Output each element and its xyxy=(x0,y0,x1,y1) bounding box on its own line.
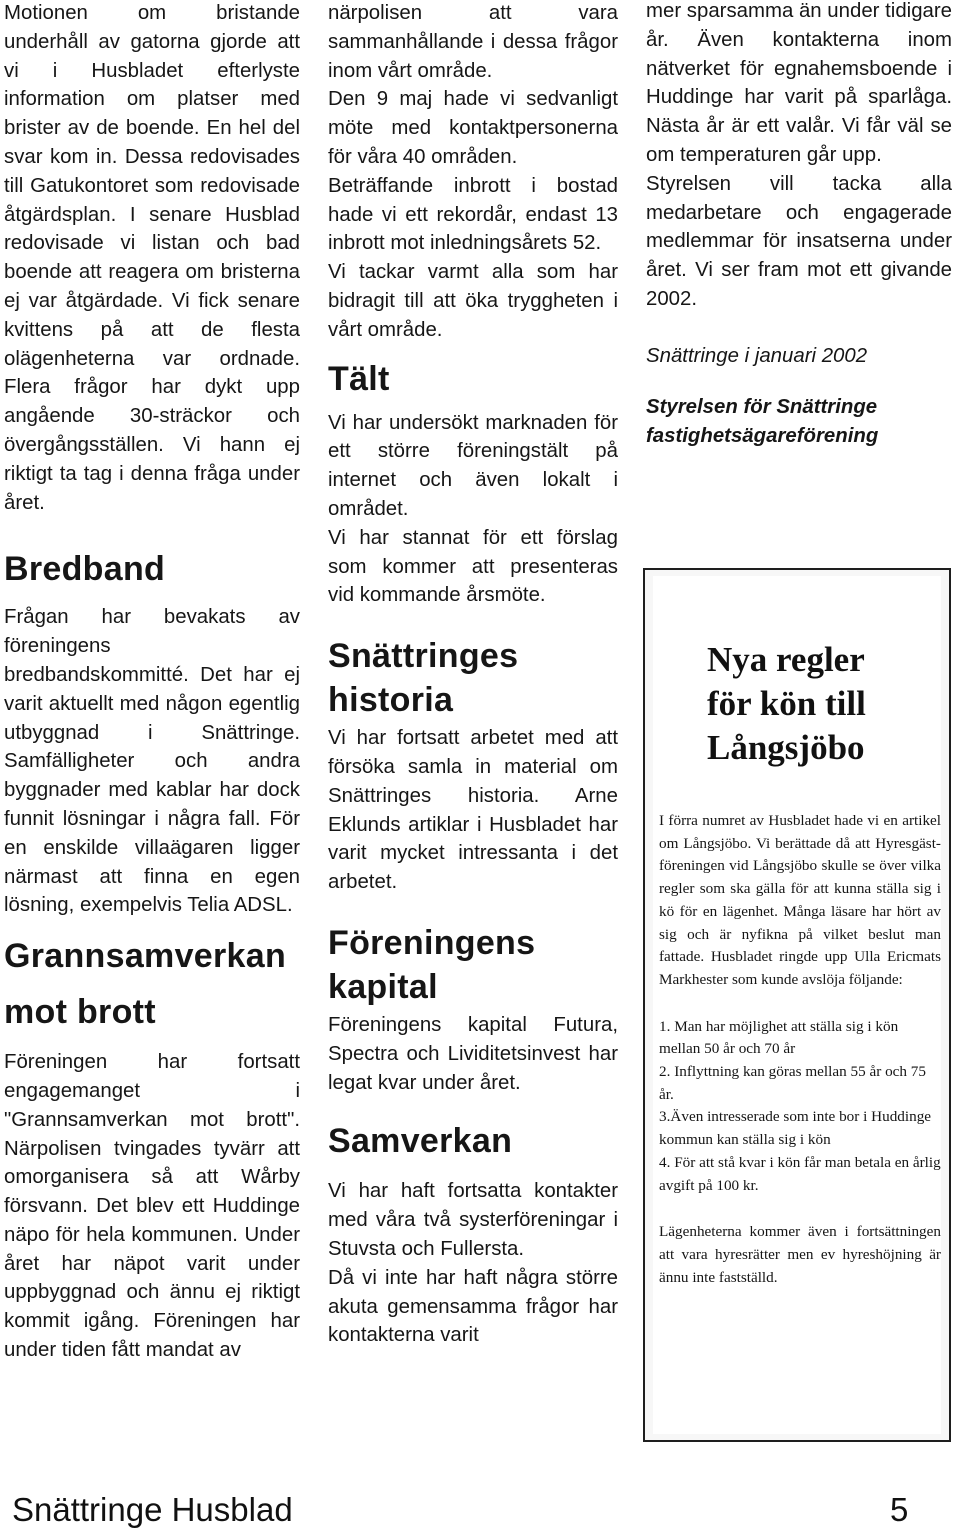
page-number: 5 xyxy=(890,1491,909,1528)
column-3 xyxy=(646,0,952,451)
continuation-paragraph: mer sparsamma än under tidigare år. Även kontakterna inom nätverket för egnahemsboende i Huddinge har varit på sparlåga. Nästa år är ett valår. Vi får väl se om temperaturen går upp. xyxy=(646,0,952,166)
place-date: Snättringe i januari 2002 xyxy=(646,344,868,367)
meeting-paragraph: Den 9 maj hade vi sedvanligt möte med kontaktpersonerna för våra 40 områden. xyxy=(328,88,618,168)
clipping-rule: 4. För att stå kvar i kön får man betala en årlig avgift på 100 kr. xyxy=(659,1153,941,1194)
newspaper-clipping xyxy=(643,568,951,1442)
grannsamverkan-heading: Grannsamverkan xyxy=(4,937,287,976)
historia-paragraph: Vi har fortsatt arbetet med att försöka samla in material om Snättringes historia. Arne Eklunds artiklar i Husbladet har varit mycket intressanta i det arbetet. xyxy=(328,727,618,894)
historia-heading: Snättringes xyxy=(328,637,519,676)
signer-line-1: Styrelsen för Snättringe xyxy=(646,395,878,418)
kapital-heading: Föreningens xyxy=(328,923,536,962)
clipping-headline-line-2: för kön till xyxy=(707,684,866,723)
clipping-rule: 3.Även intresserade som inte bor i Huddinge kommun kan ställa sig i kön xyxy=(659,1108,932,1149)
samverkan-paragraph-2: Då vi inte har haft några större akuta gemensamma frågor har kontakterna varit xyxy=(328,1266,618,1347)
clipping-rule: 2. Inflyttning kan göras mellan 55 år och 75 år. xyxy=(659,1063,926,1103)
talt-heading: Tält xyxy=(328,359,390,398)
clipping-paper xyxy=(653,576,941,1434)
continuation-paragraph: närpolisen att vara sammanhållande i dessa frågor inom vårt område. xyxy=(328,2,618,82)
publication-title: Snättringe Husblad xyxy=(12,1491,293,1528)
talt-paragraph-2: Vi har stannat för ett förslag som kommer att presenteras vid kommande årsmöte. xyxy=(328,526,618,607)
clipping-body xyxy=(659,810,941,1289)
signer-line-2: fastighetsägareförening xyxy=(646,424,879,447)
burglary-paragraph: Beträffande inbrott i bostad hade vi ett rekordår, endast 13 inbrott mot inledningsårets 52. xyxy=(328,174,618,255)
kapital-heading-line2: kapital xyxy=(328,967,438,1006)
clipping-rules-list xyxy=(659,1016,941,1198)
talt-paragraph-1: Vi har undersökt marknaden för ett större föreningstält på internet och även lokalt i området. xyxy=(328,411,618,520)
intro-paragraph: Motionen om bristande underhåll av gatorna gjorde att vi i Husbladet efterlyste information om platser med brister av de boende. En hel del svar kom in. Dessa redovisades till Gatukontoret som redovisade åtgärdsplan. I senare Husblad redovisade vi listan och bad boende att reagera om bristerna ej var åtgärdade. Vi fick senare kvittens på att de flesta olägenheterna var ordnade. Flera frågor har dykt upp angående 30-sträckor och övergångsställen. Vi hann ej riktigt ta tag i denna fråga under året. xyxy=(4,2,300,514)
clipping-headline-line-3: Långsjöbo xyxy=(707,728,865,767)
bredband-heading: Bredband xyxy=(4,550,166,589)
clipping-rule: 1. Man har möjlighet att ställa sig i kön mellan 50 år och 70 år xyxy=(659,1017,899,1058)
grannsamverkan-heading-line2: mot brott xyxy=(4,993,156,1032)
bredband-paragraph: Frågan har bevakats av föreningens bredbandskommitté. Det har ej varit aktuellt med någon egentlig utbyggnad i Snättringe. Samfälligheter och andra byggnader med kablar har dock funnit lösningar i några fall. För en enskilde villaägaren ligger närmast att finna en egen lösning, exempelvis Telia ADSL. xyxy=(4,606,300,917)
clipping-intro: I förra numret av Husbladet hade vi en artikel om Långsjöbo. Vi berättade då att Hyresgäst-föreningen vid Långsjöbo skulle se över vilka regler som ska gälla för att kunna ställa sig i kö för en lägenhet. Många läsare har hört av sig och är nyfikna på vilket beslut man fattade. Husbladet ringde upp Ulla Ericmats Markhester som kunde avslöja följande: xyxy=(659,812,941,988)
kapital-paragraph: Föreningens kapital Futura, Spectra och Lividitetsinvest har legat kvar under året. xyxy=(328,1013,618,1094)
column-2 xyxy=(328,0,618,1350)
grannsamverkan-paragraph: Föreningen har fortsatt engagemanget i "Grannsamverkan mot brott". Närpolisen tvingades tyvärr att omorganisera så att Wårby försvann. Det blev ett Huddinge näpo för hela kommunen. Under året har näpot varit under uppbyggnad och ännu ej riktigt kommit igång. Föreningen har under tiden fått mandat av xyxy=(4,1051,300,1362)
samverkan-paragraph-1: Vi har haft fortsatta kontakter med våra två systerföreningar i Stuvsta och Fullersta. xyxy=(328,1180,618,1260)
samverkan-heading: Samverkan xyxy=(328,1122,513,1161)
clipping-headline xyxy=(707,638,927,770)
board-thanks-paragraph: Styrelsen vill tacka alla medarbetare och engagerade medlemmar för insatserna under året. Vi ser fram mot ett givande 2002. xyxy=(646,172,952,310)
column-1 xyxy=(4,0,300,1365)
clipping-closing: Lägenheterna kommer även i fortsättningen att vara hyresrätter men ev hyreshöjning är ännu inte fastställd. xyxy=(659,1223,941,1286)
clipping-headline-line-1: Nya regler xyxy=(707,640,865,679)
thanks-paragraph: Vi tackar varmt alla som har bidragit till att öka tryggheten i vårt område. xyxy=(328,261,618,341)
historia-heading-line2: historia xyxy=(328,681,454,720)
